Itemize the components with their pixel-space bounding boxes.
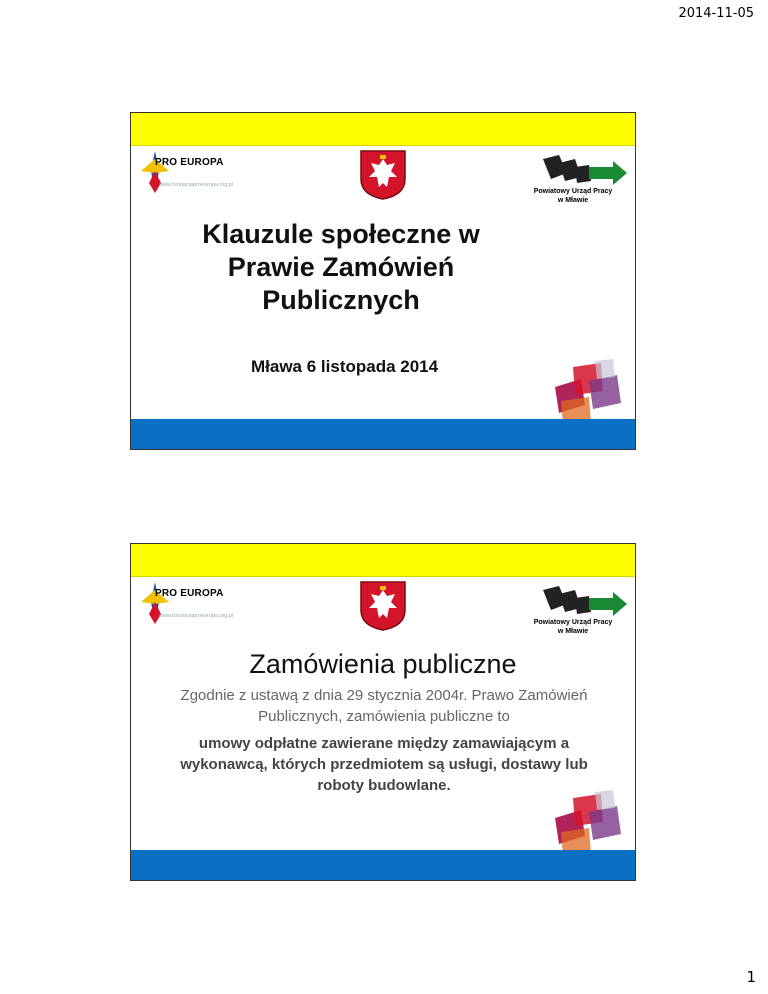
pup-line-2: w Mławie	[557, 197, 589, 204]
pup-arrow-icon	[523, 153, 635, 187]
pup-line-1: Powiatowy Urząd Pracy	[533, 188, 613, 195]
slide-1-subtitle: Mława 6 listopada 2014	[251, 357, 439, 376]
coat-of-arms-icon	[359, 580, 407, 632]
header-date: 2014-11-05	[678, 6, 754, 21]
page-number: 1	[746, 968, 756, 986]
slide-2-title: Zamówienia publiczne	[249, 649, 517, 679]
pup-line-2: w Mławie	[557, 628, 589, 635]
pro-europa-name: PRO EUROPA	[155, 157, 224, 168]
pro-europa-url: www.fundacjaproeuropa.org.pl	[159, 182, 234, 188]
coat-of-arms-icon	[359, 149, 407, 201]
pro-europa-star-icon	[135, 149, 255, 195]
slide-1	[130, 112, 636, 450]
pro-europa-logo	[135, 149, 255, 195]
pup-caption	[523, 618, 623, 636]
slide-bottom-band	[131, 850, 635, 880]
pro-europa-logo	[135, 580, 255, 626]
decorative-tiles-icon	[551, 788, 625, 858]
slide-bottom-band	[131, 419, 635, 449]
decorative-tiles-icon	[551, 357, 625, 427]
pup-logo	[523, 153, 635, 209]
slide-2-intro: Zgodnie z ustawą z dnia 29 stycznia 2004r. Prawo Zamówień Publicznych, zamówienia publiczne to	[180, 687, 588, 725]
pro-europa-name: PRO EUROPA	[155, 588, 224, 599]
pro-europa-star-icon	[135, 580, 255, 626]
slide-2	[130, 543, 636, 881]
pro-europa-url: www.fundacjaproeuropa.org.pl	[159, 613, 234, 619]
pup-logo	[523, 584, 635, 640]
slide-top-band	[131, 544, 635, 577]
pup-arrow-icon	[523, 584, 635, 618]
pup-caption	[523, 187, 623, 205]
pup-line-1: Powiatowy Urząd Pracy	[533, 619, 613, 626]
slide-2-definition: umowy odpłatne zawierane między zamawiającym a wykonawcą, których przedmiotem są usługi, dostawy lub roboty budowlane.	[180, 735, 588, 794]
slide-1-title: Klauzule społeczne w Prawie Zamówień Publicznych	[202, 219, 480, 315]
slide-top-band	[131, 113, 635, 146]
